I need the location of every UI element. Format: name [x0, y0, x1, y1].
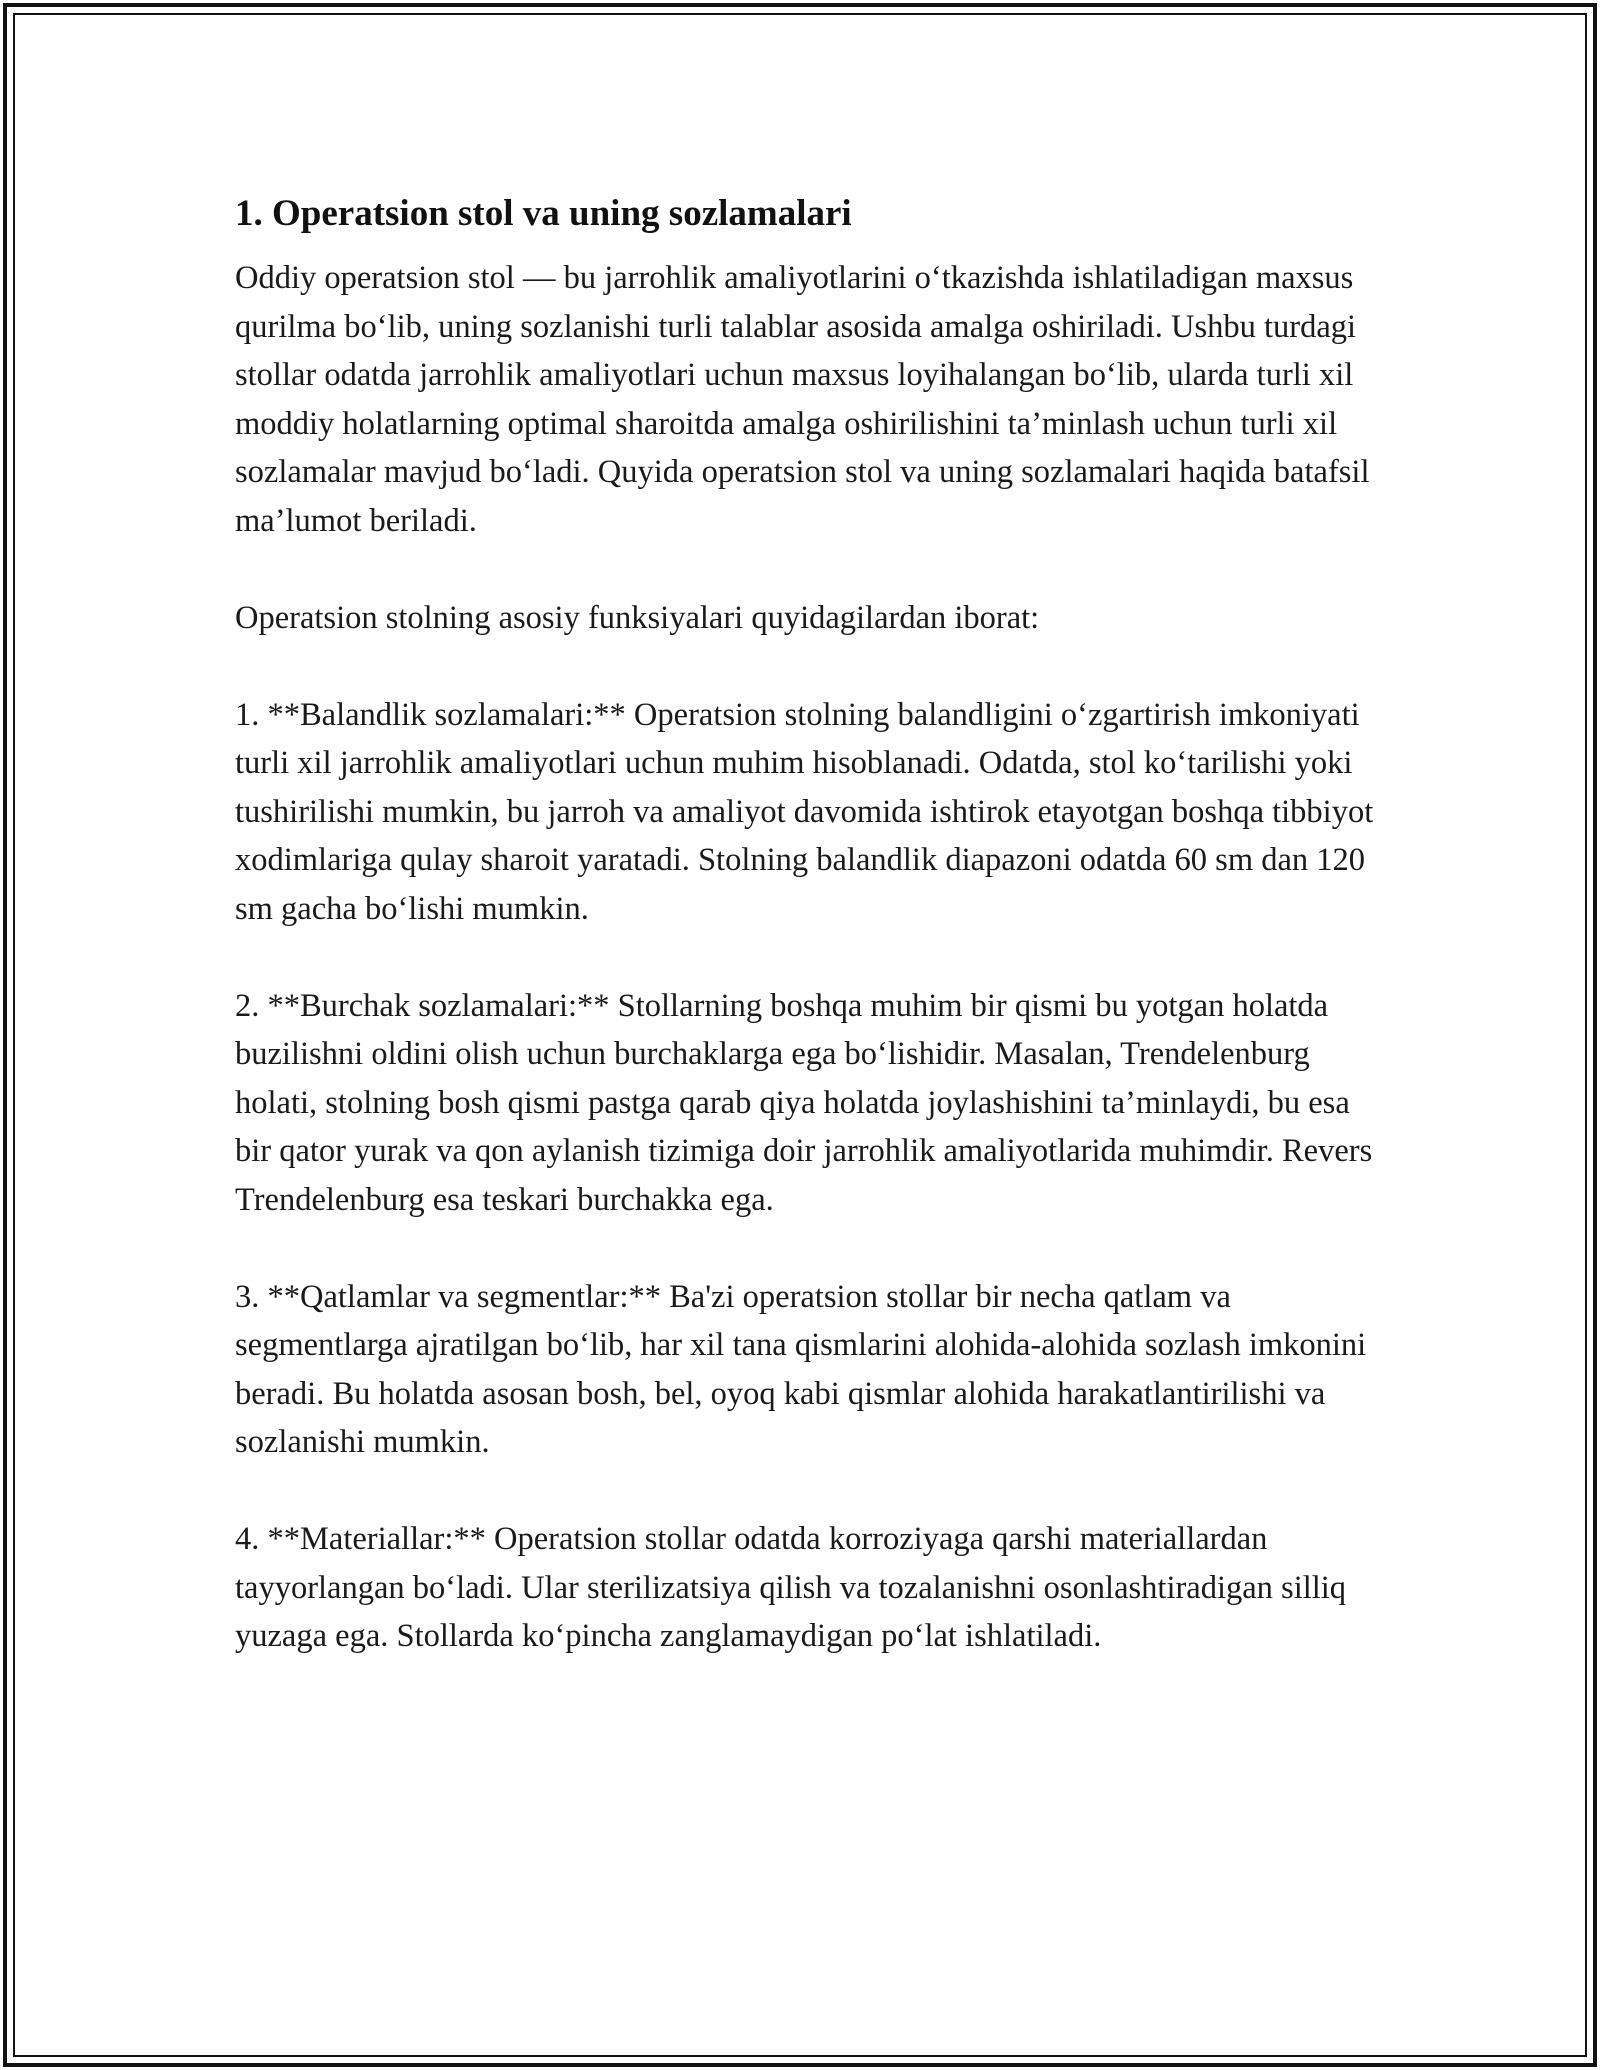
list-item-height-settings: 1. **Balandlik sozlamalari:** Operatsion stolning balandligini o‘zgartirish imkoniyati turli xil jarrohlik amaliyotlari uchun muhim hisoblanadi. Odatda, stol ko‘tarilishi yoki tushirilishi mumkin, bu jarroh va amaliyot davomida ishtirok etayotgan boshqa tibbiyot xodimlariga qulay sharoit yaratadi. Stolning balandlik diapazoni odatda 60 sm dan 120 sm gacha bo‘lishi mumkin. — [235, 696, 1374, 927]
intro-paragraph: Oddiy operatsion stol — bu jarrohlik amaliyotlarini o‘tkazishda ishlatiladigan maxsus qurilma bo‘lib, uning sozlanishi turli talablar asosida amalga oshiriladi. Ushbu turdagi stollar odatda jarrohlik amaliyotlari uchun maxsus loyihalangan bo‘lib, ularda turli xil moddiy holatlarning optimal sharoitda amalga oshirilishini ta’minlash uchun turli xil sozlamalar mavjud bo‘ladi. Quyida operatsion stol va uning sozlamalari haqida batafsil ma’lumot beriladi. — [235, 260, 1370, 539]
section-heading: 1. Operatsion stol va uning sozlamalari — [235, 193, 852, 234]
functions-intro-paragraph: Operatsion stolning asosiy funksiyalari quyidagilardan iborat: — [235, 599, 1040, 636]
list-item-layers-segments: 3. **Qatlamlar va segmentlar:** Ba'zi operatsion stollar bir necha qatlam va segmentlarga ajratilgan bo‘lib, har xil tana qismlarini alohida-alohida sozlash imkonini beradi. Bu holatda asosan bosh, bel, oyoq kabi qismlar alohida harakatlantirilishi va sozlanishi mumkin. — [235, 1278, 1367, 1460]
list-item-angle-settings: 2. **Burchak sozlamalari:** Stollarning boshqa muhim bir qismi bu yotgan holatda buzilishni oldini olish uchun burchaklarga ega bo‘lishidir. Masalan, Trendelenburg holati, stolning bosh qismi pastga qarab qiya holatda joylashishini ta’minlaydi, bu esa bir qator yurak va qon aylanish tizimiga doir jarrohlik amaliyotlarida muhimdir. Revers Trendelenburg esa teskari burchakka ega. — [235, 987, 1373, 1218]
document-body — [235, 186, 1375, 1709]
list-item-materials: 4. **Materiallar:** Operatsion stollar odatda korroziyaga qarshi materiallardan tayyorlangan bo‘ladi. Ular sterilizatsiya qilish va tozalanishni osonlashtiradigan silliq yuzaga ega. Stollarda ko‘pincha zanglamaydigan po‘lat ishlatiladi. — [235, 1521, 1347, 1654]
